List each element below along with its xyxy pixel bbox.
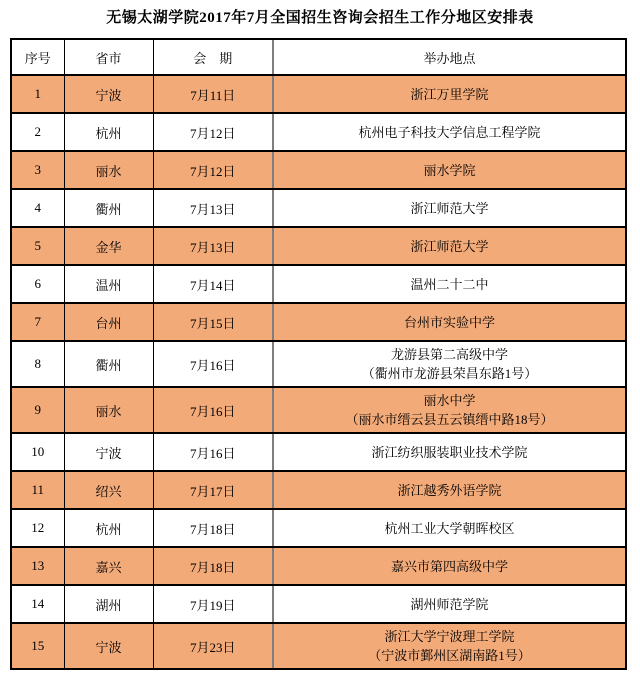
venue-name: 浙江师范大学 bbox=[410, 200, 489, 216]
table-row bbox=[11, 265, 626, 303]
table-row bbox=[11, 75, 626, 113]
venue-cell bbox=[273, 585, 626, 623]
venue-name: 湖州师范学院 bbox=[410, 596, 489, 612]
venue-cell bbox=[273, 547, 626, 585]
date-cell: 7月13日 bbox=[153, 227, 273, 265]
col-header-venue: 举办地点 bbox=[273, 39, 626, 75]
venue-address: （丽水市缙云县五云镇缙中路18号） bbox=[345, 412, 554, 427]
date-cell: 7月14日 bbox=[153, 265, 273, 303]
city-cell: 丽水 bbox=[64, 151, 153, 189]
city-cell: 丽水 bbox=[64, 387, 153, 433]
table-row bbox=[11, 547, 626, 585]
venue-address: （宁波市鄞州区湖南路1号） bbox=[368, 648, 531, 663]
venue-cell bbox=[273, 433, 626, 471]
table-row bbox=[11, 341, 626, 387]
city-cell: 宁波 bbox=[64, 623, 153, 669]
venue-name: 嘉兴市第四高级中学 bbox=[390, 558, 508, 574]
venue-cell bbox=[273, 113, 626, 151]
venue-cell bbox=[273, 75, 626, 113]
table-row bbox=[11, 227, 626, 265]
date-cell: 7月11日 bbox=[153, 75, 273, 113]
venue-cell bbox=[273, 303, 626, 341]
city-cell: 湖州 bbox=[64, 585, 153, 623]
venue-name: 浙江大学宁波理工学院 bbox=[384, 629, 515, 644]
city-cell: 台州 bbox=[64, 303, 153, 341]
table-row bbox=[11, 509, 626, 547]
city-cell: 杭州 bbox=[64, 113, 153, 151]
venue-name: 杭州电子科技大学信息工程学院 bbox=[358, 124, 541, 140]
table-row bbox=[11, 623, 626, 669]
row-number-cell: 9 bbox=[11, 387, 64, 433]
venue-cell bbox=[273, 151, 626, 189]
row-number-cell: 15 bbox=[11, 623, 64, 669]
venue-name: 丽水中学 bbox=[423, 393, 476, 408]
table-row bbox=[11, 433, 626, 471]
city-cell: 杭州 bbox=[64, 509, 153, 547]
date-cell: 7月12日 bbox=[153, 151, 273, 189]
table-row bbox=[11, 585, 626, 623]
col-header-date: 会 期 bbox=[153, 39, 273, 75]
date-cell: 7月18日 bbox=[153, 547, 273, 585]
venue-cell bbox=[273, 265, 626, 303]
row-number-cell: 11 bbox=[11, 471, 64, 509]
row-number-cell: 3 bbox=[11, 151, 64, 189]
venue-name: 丽水学院 bbox=[423, 162, 476, 178]
city-cell: 宁波 bbox=[64, 75, 153, 113]
table-row bbox=[11, 189, 626, 227]
venue-cell bbox=[273, 509, 626, 547]
schedule-table bbox=[10, 38, 627, 670]
venue-cell bbox=[273, 189, 626, 227]
city-cell: 温州 bbox=[64, 265, 153, 303]
date-cell: 7月19日 bbox=[153, 585, 273, 623]
venue-name: 浙江师范大学 bbox=[410, 238, 489, 254]
venue-cell bbox=[273, 387, 626, 433]
venue-name: 浙江纺织服装职业技术学院 bbox=[371, 444, 528, 460]
city-cell: 金华 bbox=[64, 227, 153, 265]
row-number-cell: 10 bbox=[11, 433, 64, 471]
venue-name: 温州二十二中 bbox=[410, 276, 489, 292]
date-cell: 7月16日 bbox=[153, 341, 273, 387]
date-cell: 7月12日 bbox=[153, 113, 273, 151]
venue-cell bbox=[273, 471, 626, 509]
date-cell: 7月17日 bbox=[153, 471, 273, 509]
row-number-cell: 8 bbox=[11, 341, 64, 387]
date-cell: 7月16日 bbox=[153, 387, 273, 433]
page-title: 无锡太湖学院2017年7月全国招生咨询会招生工作分地区安排表 bbox=[106, 10, 534, 26]
city-cell: 衢州 bbox=[64, 189, 153, 227]
row-number-cell: 1 bbox=[11, 75, 64, 113]
table-row bbox=[11, 471, 626, 509]
table-row bbox=[11, 303, 626, 341]
row-number-cell: 2 bbox=[11, 113, 64, 151]
venue-name: 台州市实验中学 bbox=[403, 314, 495, 330]
city-cell: 宁波 bbox=[64, 433, 153, 471]
date-cell: 7月18日 bbox=[153, 509, 273, 547]
venue-name: 杭州工业大学朝晖校区 bbox=[384, 520, 515, 536]
date-cell: 7月15日 bbox=[153, 303, 273, 341]
table-row bbox=[11, 113, 626, 151]
row-number-cell: 4 bbox=[11, 189, 64, 227]
venue-name: 浙江越秀外语学院 bbox=[397, 482, 502, 498]
city-cell: 衢州 bbox=[64, 341, 153, 387]
venue-name: 龙游县第二高级中学 bbox=[390, 347, 508, 362]
date-cell: 7月16日 bbox=[153, 433, 273, 471]
row-number-cell: 5 bbox=[11, 227, 64, 265]
venue-cell bbox=[273, 227, 626, 265]
row-number-cell: 6 bbox=[11, 265, 64, 303]
table-row bbox=[11, 387, 626, 433]
row-number-cell: 13 bbox=[11, 547, 64, 585]
row-number-cell: 7 bbox=[11, 303, 64, 341]
city-cell: 嘉兴 bbox=[64, 547, 153, 585]
col-header-no: 序号 bbox=[11, 39, 64, 75]
venue-cell bbox=[273, 623, 626, 669]
date-cell: 7月13日 bbox=[153, 189, 273, 227]
venue-cell bbox=[273, 341, 626, 387]
venue-name: 浙江万里学院 bbox=[410, 86, 489, 102]
date-cell: 7月23日 bbox=[153, 623, 273, 669]
venue-address: （衢州市龙游县荣昌东路1号） bbox=[361, 366, 538, 381]
city-cell: 绍兴 bbox=[64, 471, 153, 509]
col-header-city: 省市 bbox=[64, 39, 153, 75]
table-row bbox=[11, 151, 626, 189]
row-number-cell: 12 bbox=[11, 509, 64, 547]
header-row bbox=[11, 39, 626, 75]
row-number-cell: 14 bbox=[11, 585, 64, 623]
